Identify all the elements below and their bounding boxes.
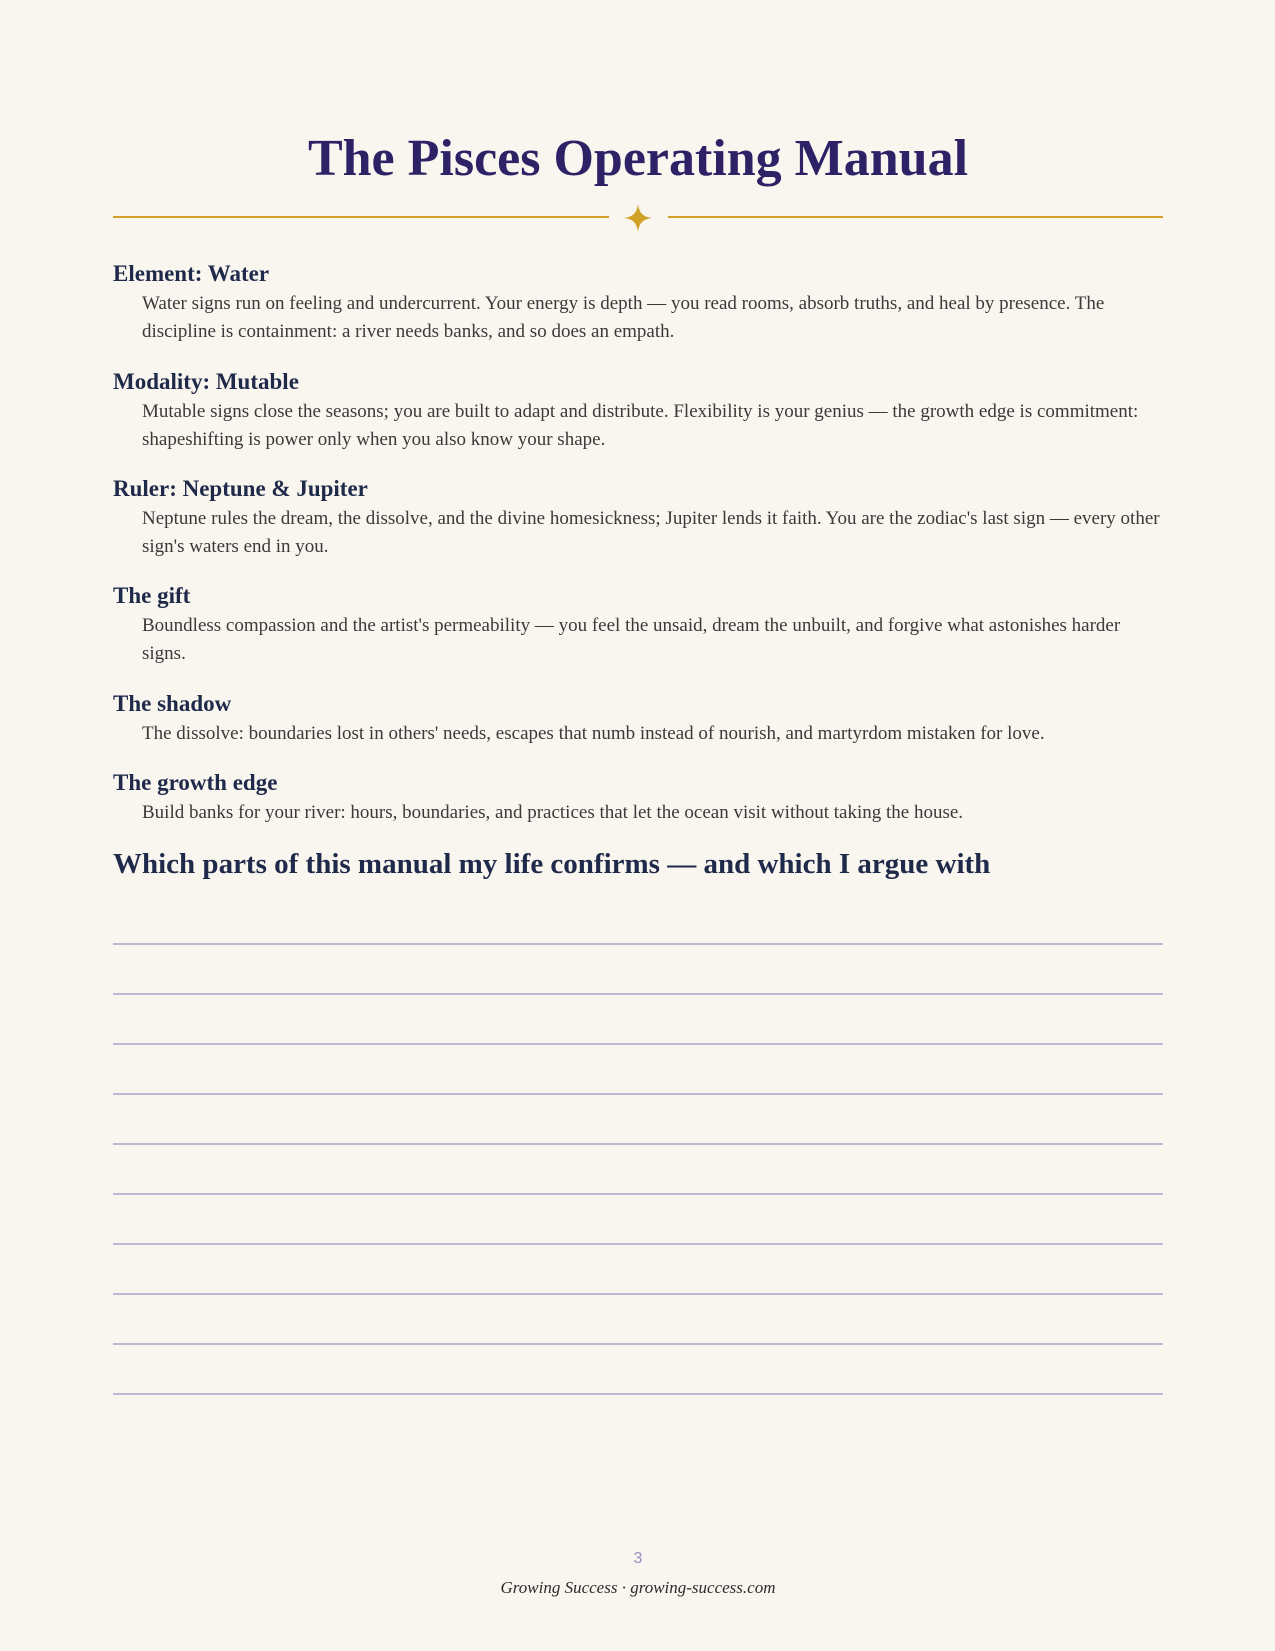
- section-heading: Element: Water: [113, 261, 270, 286]
- divider-rule-left: [113, 216, 609, 218]
- section-gift: [113, 582, 1163, 668]
- writing-line[interactable]: [113, 995, 1163, 1045]
- section-heading: The shadow: [113, 691, 232, 716]
- section-heading: Ruler: Neptune & Jupiter: [113, 476, 368, 501]
- writing-line[interactable]: [113, 1145, 1163, 1195]
- section-modality: [113, 368, 1163, 454]
- writing-line[interactable]: [113, 1295, 1163, 1345]
- section-body: Mutable signs close the seasons; you are built to adapt and distribute. Flexibility is your genius — the growth edge is commitment: shapeshifting is power only when you also know your shape.: [142, 401, 1139, 450]
- section-heading: The gift: [113, 583, 191, 608]
- section-heading: The growth edge: [113, 770, 278, 795]
- page-number: 3: [633, 1550, 643, 1567]
- section-body: Build banks for your river: hours, boundaries, and practices that let the ocean visit without taking the house.: [142, 802, 964, 823]
- page-title: The Pisces Operating Manual: [307, 130, 969, 187]
- writing-line[interactable]: [113, 1245, 1163, 1295]
- section-body: Boundless compassion and the artist's permeability — you feel the unsaid, dream the unbuilt, and forgive what astonishes harder signs.: [142, 615, 1121, 664]
- section-heading: Modality: Mutable: [113, 369, 299, 394]
- journal-prompt: Which parts of this manual my life confirms — and which I argue with: [113, 848, 991, 880]
- section-body: Water signs run on feeling and undercurrent. Your energy is depth — you read rooms, absorb truths, and heal by presence. The discipline is containment: a river needs banks, and so does an empath.: [142, 293, 1105, 342]
- title-divider: [113, 200, 1163, 234]
- page: [113, 0, 1163, 1651]
- section-element: [113, 260, 1163, 346]
- writing-line[interactable]: [113, 1095, 1163, 1145]
- four-point-star-icon: [624, 204, 652, 232]
- section-ruler: [113, 475, 1163, 561]
- section-growth-edge: [113, 769, 1163, 827]
- writing-line[interactable]: [113, 945, 1163, 995]
- writing-line[interactable]: [113, 1345, 1163, 1395]
- section-body: The dissolve: boundaries lost in others' needs, escapes that numb instead of nourish, and martyrdom mistaken for love.: [142, 723, 1045, 744]
- section-shadow: [113, 690, 1163, 748]
- writing-line[interactable]: [113, 895, 1163, 945]
- divider-rule-right: [668, 216, 1163, 218]
- footer-credit: Growing Success · growing-success.com: [500, 1578, 776, 1597]
- section-body: Neptune rules the dream, the dissolve, and the divine homesickness; Jupiter lends it faith. You are the zodiac's last sign — every other sign's waters end in you.: [142, 508, 1160, 557]
- writing-line[interactable]: [113, 1195, 1163, 1245]
- writing-line[interactable]: [113, 1045, 1163, 1095]
